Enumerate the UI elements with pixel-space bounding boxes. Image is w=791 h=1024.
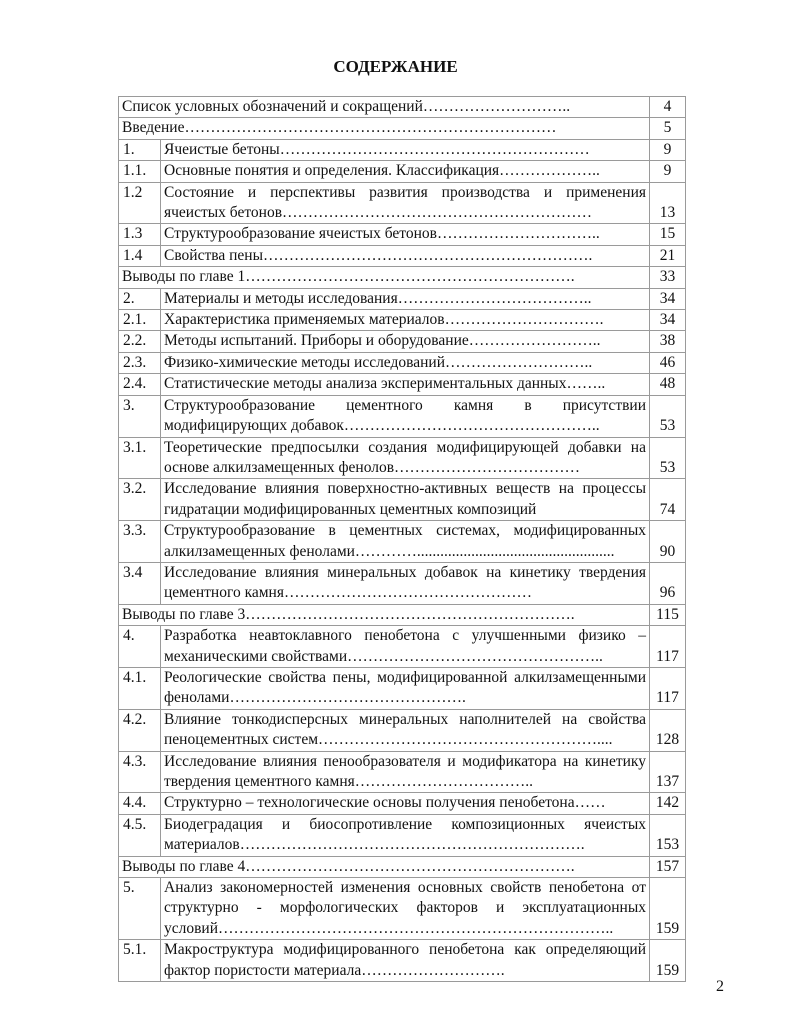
toc-entry-title: Исследование влияния поверхностно-активных веществ на процессы гидратации модифицированных цементных композиций [161,479,650,521]
toc-entry-number: 4. [119,626,161,668]
toc-entry-page: 5 [650,118,686,139]
toc-entry-number: 2.2. [119,331,161,352]
toc-entry [119,521,686,563]
toc-entry-title: Разработка неавтоклавного пенобетона с улучшенными физико – механическими свойствами………………………………………….. [161,626,650,668]
toc-entry [119,604,686,625]
toc-entry-page: 9 [650,161,686,182]
toc-entry-number: 2.1. [119,310,161,331]
toc-entry-number: 1.2 [119,182,161,224]
toc-entry-number: 4.4. [119,793,161,814]
toc-entry [119,139,686,160]
toc-entry [119,161,686,182]
toc-entry-title: Статистические методы анализа экспериментальных данных…….. [161,374,650,395]
toc-entry [119,814,686,856]
toc-entry-title: Макроструктура модифицированного пенобетона как определяющий фактор пористости материала………………………. [161,940,650,982]
toc-entry-page: 128 [650,709,686,751]
toc-entry-title: Биодеградация и биосопротивление композиционных ячеистых материалов…………………………………………………………. [161,814,650,856]
toc-entry [119,267,686,288]
toc-entry-title: Материалы и методы исследования……………………………….. [161,288,650,309]
toc-entry-title: Состояние и перспективы развития производства и применения ячеистых бетонов…………………………………………………… [161,182,650,224]
toc-entry [119,856,686,877]
toc-entry-number: 3.3. [119,521,161,563]
toc-entry-title: Влияние тонкодисперсных минеральных наполнителей на свойства пеноцементных систем……………………………………………….... [161,709,650,751]
toc-entry-page: 117 [650,626,686,668]
toc-entry-page: 137 [650,751,686,793]
toc-entry-title: Выводы по главе 4………………………………………………………. [119,856,650,877]
toc-entry-title: Теоретические предпосылки создания модифицирующей добавки на основе алкилзамещенных фенолов……………………………… [161,437,650,479]
table-of-contents [118,96,686,982]
toc-entry-page: 117 [650,667,686,709]
toc-entry-page: 157 [650,856,686,877]
toc-entry-page: 13 [650,182,686,224]
toc-entry [119,626,686,668]
toc-entry-number: 3.4 [119,562,161,604]
toc-entry [119,118,686,139]
toc-entry [119,395,686,437]
toc-entry [119,709,686,751]
toc-entry [119,437,686,479]
toc-entry-page: 9 [650,139,686,160]
toc-entry-number: 2.3. [119,352,161,373]
toc-entry-title: Структурообразование ячеистых бетонов………………………….. [161,224,650,245]
toc-entry-page: 33 [650,267,686,288]
toc-entry [119,562,686,604]
toc-entry-page: 115 [650,604,686,625]
toc-entry-title: Список условных обозначений и сокращений……………………….. [119,97,650,118]
toc-entry-page: 159 [650,878,686,940]
toc-entry [119,374,686,395]
toc-entry-title: Реологические свойства пены, модифицированной алкилзамещенными фенолами………………………………………. [161,667,650,709]
toc-entry-title: Введение……………………………………………………………… [119,118,650,139]
toc-entry-page: 153 [650,814,686,856]
toc-entry-page: 21 [650,245,686,266]
toc-entry [119,97,686,118]
toc-entry-page: 53 [650,437,686,479]
toc-entry-page: 142 [650,793,686,814]
toc-entry-page: 15 [650,224,686,245]
toc-entry-title: Исследование влияния пенообразователя и модификатора на кинетику твердения цементного камня…………………………….. [161,751,650,793]
toc-entry-number: 1. [119,139,161,160]
toc-entry-title: Методы испытаний. Приборы и оборудование…………………….. [161,331,650,352]
toc-entry-number: 4.2. [119,709,161,751]
toc-entry-page: 38 [650,331,686,352]
toc-entry-number: 2.4. [119,374,161,395]
toc-entry [119,352,686,373]
toc-entry-number: 4.3. [119,751,161,793]
toc-entry-number: 3. [119,395,161,437]
toc-entry-page: 34 [650,310,686,331]
toc-entry-page: 4 [650,97,686,118]
toc-body [119,97,686,982]
toc-entry [119,751,686,793]
page-number: 2 [716,978,724,995]
toc-entry-title: Ячеистые бетоны…………………………………………………… [161,139,650,160]
toc-entry [119,793,686,814]
toc-entry-page: 34 [650,288,686,309]
toc-entry [119,224,686,245]
toc-entry [119,940,686,982]
toc-entry [119,310,686,331]
toc-entry-number: 4.5. [119,814,161,856]
toc-entry-number: 1.3 [119,224,161,245]
toc-entry-number: 1.4 [119,245,161,266]
toc-entry-number: 4.1. [119,667,161,709]
toc-entry-title: Основные понятия и определения. Классификация……………….. [161,161,650,182]
toc-entry [119,288,686,309]
page-title: СОДЕРЖАНИЕ [333,57,458,76]
toc-entry [119,479,686,521]
toc-entry-title: Структурно – технологические основы получения пенобетона…… [161,793,650,814]
toc-entry-title: Выводы по главе 3………………………………………………………. [119,604,650,625]
toc-entry-title: Исследование влияния минеральных добавок на кинетику твердения цементного камня………………………………………… [161,562,650,604]
toc-entry-title: Физико-химические методы исследований……………………….. [161,352,650,373]
toc-entry-title: Анализ закономерностей изменения основных свойств пенобетона от структурно - морфологических факторов и эксплуатационных условий………………………………………………………………….. [161,878,650,940]
toc-entry-page: 46 [650,352,686,373]
toc-entry-number: 5.1. [119,940,161,982]
toc-entry [119,667,686,709]
toc-entry-number: 3.2. [119,479,161,521]
toc-entry [119,878,686,940]
toc-entry [119,331,686,352]
toc-entry-title: Выводы по главе 1………………………………………………………. [119,267,650,288]
toc-entry-number: 5. [119,878,161,940]
toc-entry-number: 1.1. [119,161,161,182]
toc-entry [119,245,686,266]
toc-entry-number: 2. [119,288,161,309]
toc-entry-page: 74 [650,479,686,521]
toc-entry-title: Характеристика применяемых материалов…………………………. [161,310,650,331]
toc-entry-number: 3.1. [119,437,161,479]
toc-entry-title: Структурообразование цементного камня в присутствии модифицирующих добавок………………………………………….. [161,395,650,437]
toc-entry-page: 96 [650,562,686,604]
toc-entry-title: Свойства пены………………………………………………………. [161,245,650,266]
toc-entry [119,182,686,224]
toc-entry-page: 159 [650,940,686,982]
toc-entry-page: 90 [650,521,686,563]
toc-entry-page: 48 [650,374,686,395]
toc-entry-page: 53 [650,395,686,437]
toc-entry-title: Структурообразование в цементных системах, модифицированных алкилзамещенных фенолами…………................................................... [161,521,650,563]
